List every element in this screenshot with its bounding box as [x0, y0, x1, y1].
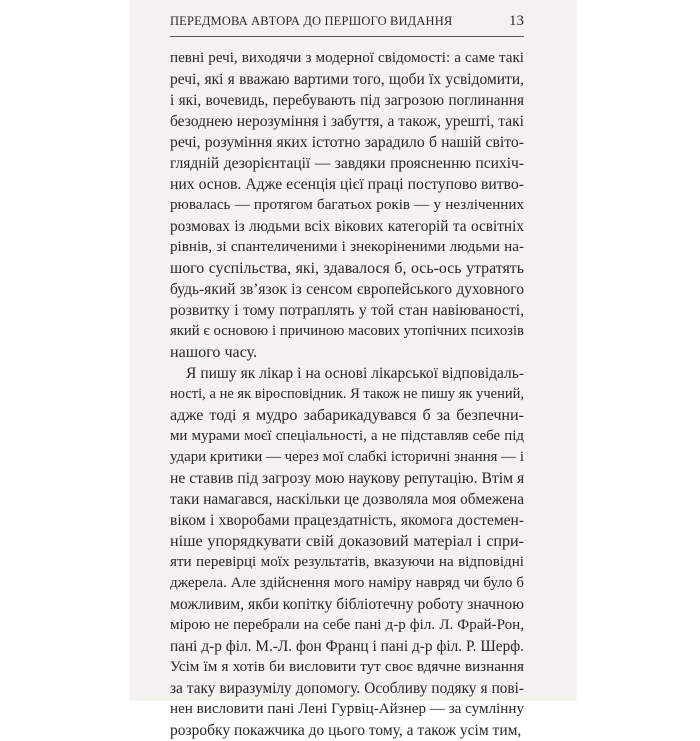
text-line: нашого часу. — [170, 344, 258, 361]
text-line: яти перевірці моїх результатів, вказуючи на відповідні — [170, 554, 524, 570]
text-line: певні речі, виходячи з модерної свідомості: а саме такі — [170, 50, 524, 66]
text-line: ніше упорядкувати свій доказовий матеріал і спри- — [170, 533, 524, 550]
body-text — [170, 48, 524, 741]
book-page — [130, 0, 576, 739]
text-line: і які, вочевидь, перебувають під загрозою поглинання — [170, 92, 524, 109]
running-header — [170, 14, 524, 34]
text-line: за таку виразумілу допомогу. Особливу подяку я пові- — [170, 680, 524, 697]
text-line: ми мурами моєї спеціальності, а не підставляв себе під — [170, 428, 524, 444]
text-line: не ставив під загрозу мою наукову репутацію. Втім я — [170, 470, 525, 487]
text-line: мірою не перебрали на себе пані д-р філ. Л. Фрай-Рон, — [170, 617, 524, 633]
text-line: глядній дезорієнтації — завдяки проясненню психіч- — [170, 155, 524, 172]
text-line: будь-який зв’язок із сенсом європейського духовного — [170, 281, 524, 298]
paragraph — [170, 363, 524, 741]
text-line: них основ. Адже есенція цієї праці поступово витво- — [170, 176, 524, 193]
text-line: нен висловити пані Лені Гурвіц-Айзнер — за сумлінну — [170, 701, 524, 717]
text-line: удари критики — через мої слабкі історичні знання — і — [170, 449, 524, 465]
text-line: рівнів, зі спантеличеними і знекоріненими людьми на- — [170, 239, 524, 255]
text-line: розробку покажчика до цього тому, а також усім тим, — [170, 722, 522, 739]
text-line: Я пишу як лікар і на основі лікарської відповідаль- — [186, 365, 524, 382]
text-line: віком і хворобами працездатність, якомога достемен- — [170, 512, 524, 529]
text-line: речі, розуміння яких істотно зарадило б нашій світо- — [170, 134, 524, 151]
text-line: джерела. Але здійснення мого наміру навряд чи було б — [170, 575, 524, 591]
text-line: адже тоді я мудро забарикадувався б за безпечни- — [170, 407, 524, 424]
text-line: безоднею нерозуміння і забуття, а також, урешті, такі — [170, 113, 524, 130]
text-line: можливим, якби копітку бібліотечну роботу значною — [170, 596, 524, 613]
text-line: речі, які я вважаю вартими того, щоби їх усвідомити, — [170, 71, 524, 88]
text-line: ності, а не як віросповідник. Я також не пишу як учений, — [170, 386, 524, 402]
running-title: ПЕРЕДМОВА АВТОРА ДО ПЕРШОГО ВИДАННЯ — [170, 14, 453, 28]
text-line: який є основою і причиною масових утопічних психозів — [170, 323, 524, 339]
page-number: 13 — [509, 13, 524, 29]
text-line: Усім їм я хотів би висловити тут своє вдячне визнання — [170, 659, 524, 675]
text-line: пані д-р філ. М.-Л. фон Франц і пані д-р філ. Р. Шерф. — [170, 638, 524, 655]
text-line: таки намагався, наскільки це дозволяла моя обмежена — [170, 491, 524, 508]
text-line: шого суспільства, які, здавалося б, ось-ось утратять — [170, 260, 524, 277]
paragraph — [170, 48, 524, 363]
text-line: рювалась — протягом багатьох років — у незліченних — [170, 197, 524, 213]
header-rule — [170, 36, 524, 37]
text-line: розвитку і тому потраплять у той стан навіюваності, — [170, 302, 524, 319]
text-line: розмовах із людьми всіх вікових категорій та освітніх — [170, 218, 524, 235]
